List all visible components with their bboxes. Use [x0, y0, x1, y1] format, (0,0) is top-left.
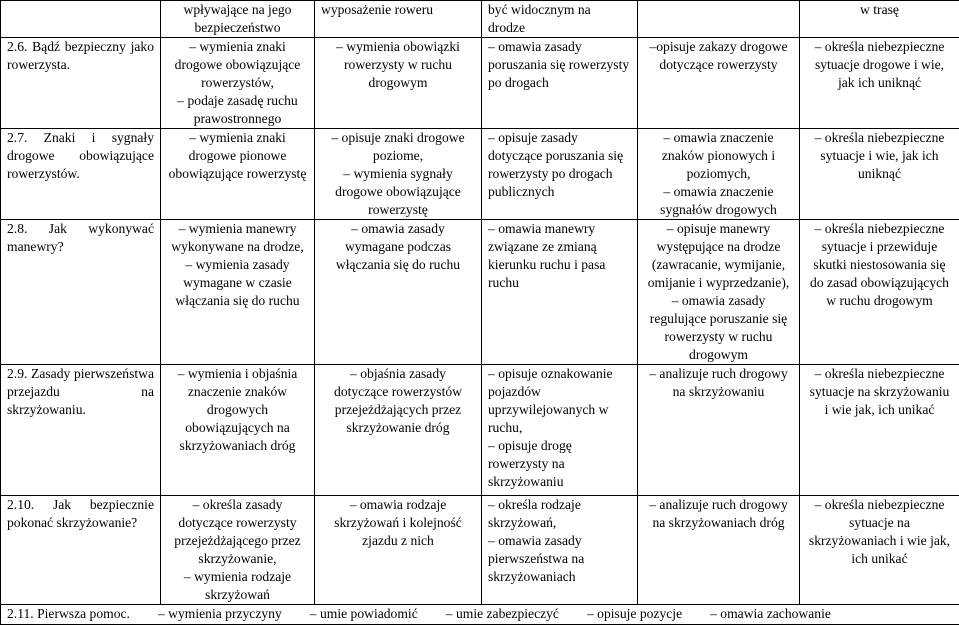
- requirement-line: rowerzystę: [321, 201, 475, 219]
- requirement-cell: [800, 220, 959, 365]
- requirement-line: zjazdu z nich: [321, 532, 475, 550]
- requirement-line: – wymienia znaki: [167, 129, 308, 147]
- requirement-line: rowerzysty na: [488, 455, 631, 473]
- requirement-line: drogowym: [321, 74, 475, 92]
- last-row-requirement: – wymienia przyczyny: [158, 605, 282, 623]
- last-row-requirement: – umie powiadomić: [310, 605, 418, 623]
- requirement-cell: [638, 496, 800, 605]
- header-cell-5: [638, 1, 800, 38]
- requirement-cell: [800, 129, 959, 220]
- topic-cell: 2.6. Bądź bezpieczny jako rowerzysta.: [1, 38, 161, 129]
- requirement-line: obowiązujące rowerzystę: [167, 165, 308, 183]
- header-cell-2-line: bezpieczeństwo: [167, 19, 308, 37]
- requirement-line: drogowe obowiązujące: [321, 183, 475, 201]
- table-row: [1, 220, 959, 365]
- requirement-cell: [800, 496, 959, 605]
- requirement-line: skrzyżowaniu: [488, 473, 631, 491]
- requirement-line: – wymienia sygnały: [321, 165, 475, 183]
- requirement-line: rowerzysty w ruchu: [644, 328, 793, 346]
- requirement-line: sytuacje na skrzyżowaniu: [806, 383, 953, 401]
- requirement-line: ich unikać: [806, 550, 953, 568]
- requirement-line: (zawracanie, wymijanie,: [644, 256, 793, 274]
- requirement-line: drogowe pionowe: [167, 147, 308, 165]
- requirement-line: związane ze zmianą: [488, 238, 631, 256]
- requirement-line: – opisuje manewry: [644, 220, 793, 238]
- requirement-cell: [800, 365, 959, 496]
- requirement-cell: [638, 365, 800, 496]
- requirement-cell: [482, 220, 638, 365]
- requirement-line: – określa niebezpieczne: [806, 220, 953, 238]
- requirement-cell: [315, 365, 482, 496]
- requirement-line: pojazdów: [488, 383, 631, 401]
- requirement-line: na skrzyżowaniach dróg: [644, 514, 793, 532]
- requirement-line: rowerzystów,: [167, 74, 308, 92]
- requirement-line: publicznych: [488, 183, 631, 201]
- requirement-line: – omawia manewry: [488, 220, 631, 238]
- requirement-cell: [315, 38, 482, 129]
- requirement-line: włączania się do ruchu: [321, 256, 475, 274]
- requirement-line: – określa zasady: [167, 496, 308, 514]
- requirement-line: dotyczące rowerzystów: [321, 383, 475, 401]
- requirement-line: w ruchu drogowym: [806, 292, 953, 310]
- requirement-line: skrzyżowanie,: [167, 550, 308, 568]
- table-row-last: [1, 605, 959, 625]
- header-row: [1, 1, 959, 38]
- requirement-line: – opisuje zasady: [488, 129, 631, 147]
- requirement-line: – omawia zasady: [644, 292, 793, 310]
- requirement-line: – opisuje znaki drogowe: [321, 129, 475, 147]
- requirement-cell: [161, 496, 315, 605]
- header-cell-2-line: wpływające na jego: [167, 1, 308, 19]
- requirement-line: – omawia znaczenie: [644, 183, 793, 201]
- requirement-line: przejeżdżających przez: [321, 401, 475, 419]
- requirement-cell: [161, 129, 315, 220]
- requirement-line: drogowe obowiązujące: [167, 56, 308, 74]
- requirement-line: obowiązujących na: [167, 419, 308, 437]
- requirement-line: pierwszeństwa na: [488, 550, 631, 568]
- requirement-line: – analizuje ruch drogowy: [644, 365, 793, 383]
- requirement-line: – określa niebezpieczne: [806, 129, 953, 147]
- requirement-line: do zasad obowiązujących: [806, 274, 953, 292]
- requirement-line: na skrzyżowaniu: [644, 383, 793, 401]
- requirement-line: – opisuje oznakowanie: [488, 365, 631, 383]
- requirement-cell: [315, 496, 482, 605]
- requirement-cell: [315, 129, 482, 220]
- requirement-line: – omawia zasady: [488, 38, 631, 56]
- requirement-line: i wie jak, ich unikać: [806, 401, 953, 419]
- requirement-line: uprzywilejowanych w: [488, 401, 631, 419]
- requirement-line: – omawia znaczenie: [644, 129, 793, 147]
- requirement-line: – określa rodzaje: [488, 496, 631, 514]
- requirement-line: sygnałów drogowych: [644, 201, 793, 219]
- requirement-cell: [638, 220, 800, 365]
- requirement-line: sytuacje i przewiduje: [806, 238, 953, 256]
- requirement-line: – wymienia zasady: [167, 256, 308, 274]
- requirement-cell: [482, 496, 638, 605]
- last-row-requirement: – opisuje pozycje: [587, 605, 682, 623]
- requirement-cell: [315, 220, 482, 365]
- requirement-line: ruchu: [488, 274, 631, 292]
- requirement-cell: [638, 129, 800, 220]
- requirement-line: – omawia rodzaje: [321, 496, 475, 514]
- requirement-line: – wymienia obowiązki: [321, 38, 475, 56]
- requirement-line: skrzyżowań,: [488, 514, 631, 532]
- requirement-line: sytuacje na: [806, 514, 953, 532]
- requirement-line: wykonywane na drodze,: [167, 238, 308, 256]
- last-row-topic: 2.11. Pierwsza pomoc.: [7, 605, 130, 623]
- requirement-cell: [161, 365, 315, 496]
- requirement-line: –opisuje zakazy drogowe: [644, 38, 793, 56]
- requirement-line: – objaśnia zasady: [321, 365, 475, 383]
- requirement-line: dotyczące rowerzysty: [644, 56, 793, 74]
- requirement-cell: [638, 38, 800, 129]
- requirement-line: poruszania się rowerzysty: [488, 56, 631, 74]
- requirement-line: – wymienia rodzaje: [167, 568, 308, 586]
- requirement-line: regulujące poruszanie się: [644, 310, 793, 328]
- header-cell-3: wyposażenie roweru: [315, 1, 482, 38]
- requirement-line: drogowych: [167, 401, 308, 419]
- table-row: [1, 365, 959, 496]
- requirement-line: – wymienia znaki: [167, 38, 308, 56]
- requirement-line: skrzyżowanie dróg: [321, 419, 475, 437]
- requirement-line: – wymienia manewry: [167, 220, 308, 238]
- requirement-cell: [161, 220, 315, 365]
- requirement-line: prawostronnego: [167, 110, 308, 128]
- requirement-line: drogowym: [644, 346, 793, 364]
- requirement-line: dotyczące poruszania się: [488, 147, 631, 165]
- requirement-cell: [800, 38, 959, 129]
- last-row-cell: [1, 605, 959, 625]
- last-row-requirement: – omawia zachowanie: [710, 605, 831, 623]
- requirement-line: znaków pionowych i: [644, 147, 793, 165]
- requirement-line: rowerzysty w ruchu: [321, 56, 475, 74]
- table-row: [1, 496, 959, 605]
- table-row: [1, 38, 959, 129]
- requirement-line: rowerzysty po drogach: [488, 165, 631, 183]
- topic-cell: 2.7. Znaki i sygnały drogowe obowiązujące rowerzystów.: [1, 129, 161, 220]
- requirement-line: wymagane w czasie: [167, 274, 308, 292]
- requirement-line: skrzyżowań: [167, 586, 308, 604]
- requirement-line: występujące na drodze: [644, 238, 793, 256]
- topic-cell: 2.10. Jak bezpiecznie pokonać skrzyżowanie?: [1, 496, 161, 605]
- requirement-line: skrzyżowaniach: [488, 568, 631, 586]
- requirement-line: wymagane podczas: [321, 238, 475, 256]
- requirement-line: – określa niebezpieczne: [806, 496, 953, 514]
- requirement-cell: [161, 38, 315, 129]
- requirement-line: – omawia zasady: [321, 220, 475, 238]
- requirement-line: jak ich uniknąć: [806, 74, 953, 92]
- requirement-line: przejeżdżającego przez: [167, 532, 308, 550]
- requirement-line: – omawia zasady: [488, 532, 631, 550]
- header-cell-6: w trasę: [800, 1, 959, 38]
- requirement-line: kierunku ruchu i pasa: [488, 256, 631, 274]
- requirement-cell: [482, 365, 638, 496]
- requirement-line: skutki niestosowania się: [806, 256, 953, 274]
- requirement-line: – analizuje ruch drogowy: [644, 496, 793, 514]
- table-row: [1, 129, 959, 220]
- requirement-line: – określa niebezpieczne: [806, 38, 953, 56]
- last-row-requirement: – umie zabezpieczyć: [446, 605, 559, 623]
- header-cell-4: być widocznym na drodze: [482, 1, 638, 38]
- requirement-line: – określa niebezpieczne: [806, 365, 953, 383]
- requirement-line: znaczenie znaków: [167, 383, 308, 401]
- topic-cell: 2.9. Zasady pierwszeństwa przejazdu na skrzyżowaniu.: [1, 365, 161, 496]
- requirement-line: po drogach: [488, 74, 631, 92]
- header-cell-2: [161, 1, 315, 38]
- requirement-cell: [482, 38, 638, 129]
- requirement-line: skrzyżowań i kolejność: [321, 514, 475, 532]
- requirement-line: uniknąć: [806, 165, 953, 183]
- requirement-line: ruchu,: [488, 419, 631, 437]
- requirement-line: sytuacje drogowe i wie,: [806, 56, 953, 74]
- requirement-line: sytuacje i wie, jak ich: [806, 147, 953, 165]
- requirement-line: – opisuje drogę: [488, 437, 631, 455]
- requirement-line: włączania się do ruchu: [167, 292, 308, 310]
- header-cell-topic: [1, 1, 161, 38]
- requirement-line: dotyczące rowerzysty: [167, 514, 308, 532]
- requirement-line: poziomych,: [644, 165, 793, 183]
- requirement-line: skrzyżowaniach i wie jak,: [806, 532, 953, 550]
- requirement-line: – podaje zasadę ruchu: [167, 92, 308, 110]
- requirement-line: omijanie i wyprzedzanie),: [644, 274, 793, 292]
- topic-cell: 2.8. Jak wykonywać manewry?: [1, 220, 161, 365]
- requirement-line: – wymienia i objaśnia: [167, 365, 308, 383]
- requirement-cell: [482, 129, 638, 220]
- requirement-line: skrzyżowaniach dróg: [167, 437, 308, 455]
- requirement-line: poziome,: [321, 147, 475, 165]
